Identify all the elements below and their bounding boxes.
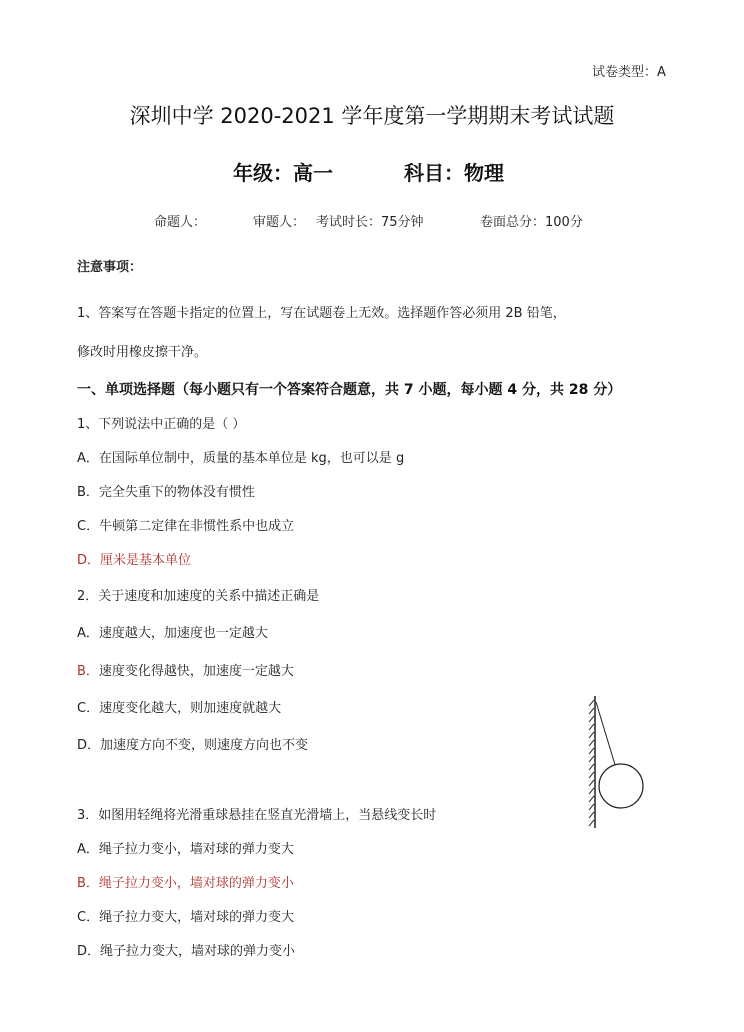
question-1-stem: 1、下列说法中正确的是（ ） <box>77 417 246 432</box>
question-1-option-c: C．牛顿第二定律在非惯性系中也成立 <box>77 519 295 534</box>
ball-circle <box>599 764 643 808</box>
question-1-option-a: A．在国际单位制中，质量的基本单位是 kg，也可以是 g <box>77 451 405 466</box>
notice-line-1: 1、答案写在答题卡指定的位置上，写在试题卷上无效。选择题作答必须用 2B 铅笔， <box>77 306 566 321</box>
question-3-option-a: A．绳子拉力变小，墙对球的弹力变大 <box>77 842 294 857</box>
rope-line <box>596 702 616 768</box>
question-2-option-d: D．加速度方向不变，则速度方向也不变 <box>77 738 309 753</box>
author-label: 命题人： <box>154 215 207 230</box>
subject-label: 科目：物理 <box>404 161 504 185</box>
notice-line-2: 修改时用橡皮擦干净。 <box>77 345 208 360</box>
question-3-option-b: B．绳子拉力变小，墙对球的弹力变小 <box>77 876 294 891</box>
question-3-option-d: D．绳子拉力变大，墙对球的弹力变小 <box>77 944 296 959</box>
grade-label: 年级：高一 <box>233 161 333 185</box>
paper-type-label: 试卷类型：A <box>592 65 666 80</box>
question-3-stem: 3．如图用轻绳将光滑重球悬挂在竖直光滑墙上，当悬线变长时 <box>77 808 437 823</box>
duration-label: 考试时长：75分钟 <box>316 215 424 230</box>
wall-hatching <box>589 700 594 826</box>
section-heading: 一、单项选择题（每小题只有一个答案符合题意，共 7 小题，每小题 4 分，共 28 分） <box>77 382 622 398</box>
reviewer-label: 审题人： <box>253 215 306 230</box>
question-3-option-c: C．绳子拉力变大，墙对球的弹力变大 <box>77 910 295 925</box>
question-1-option-d: D．厘米是基本单位 <box>77 553 192 568</box>
question-1-option-b: B．完全失重下的物体没有惯性 <box>77 485 255 500</box>
exam-title: 深圳中学 2020-2021 学年度第一学期期末考试试题 <box>129 104 615 128</box>
question-2-option-a: A．速度越大，加速度也一定越大 <box>77 626 268 641</box>
notice-title: 注意事项： <box>77 260 143 275</box>
question-2-option-b <box>77 660 294 679</box>
question-2-stem: 2．关于速度和加速度的关系中描述正确是 <box>77 589 320 604</box>
question-2-option-b-letter: B． <box>77 664 99 679</box>
total-score-label: 卷面总分：100分 <box>480 215 583 230</box>
wall-ball-figure <box>586 694 648 830</box>
question-2-option-c: C．速度变化越大，则加速度就越大 <box>77 701 282 716</box>
question-2-option-b-text: 速度变化得越快，加速度一定越大 <box>98 664 294 679</box>
